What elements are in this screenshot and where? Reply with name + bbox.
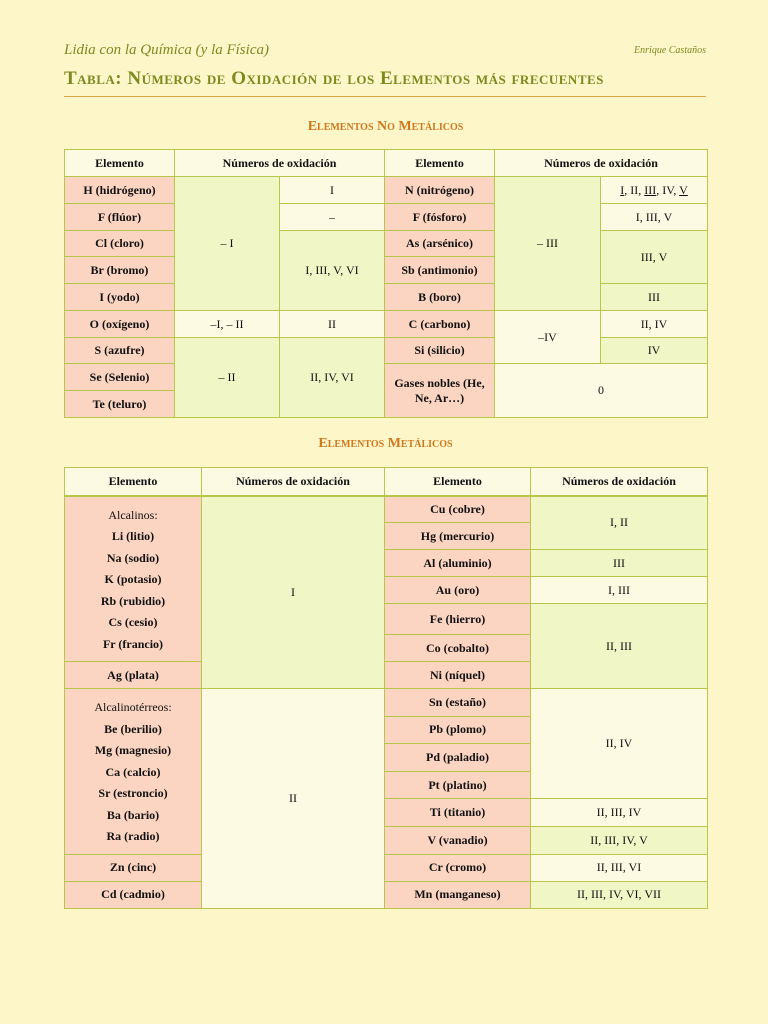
element-item: Mg (magnesio) xyxy=(94,743,172,757)
oxidation-positive-cell: IV xyxy=(601,338,708,364)
oxidation-positive-cell: I, III, V xyxy=(601,204,708,231)
oxidation-positive-cell: III, V xyxy=(601,231,708,284)
element-cell: Cl (cloro) xyxy=(65,231,175,257)
element-cell: Al (aluminio) xyxy=(385,550,531,577)
element-item: Ca (calcio) xyxy=(105,764,161,779)
group-name: Alcalinos: xyxy=(108,507,158,522)
nonmetals-table xyxy=(64,149,708,418)
oxidation-negative-cell: – III xyxy=(495,177,601,311)
element-cell: Fe (hierro) xyxy=(385,604,531,635)
element-cell: V (vanadio) xyxy=(385,826,531,854)
element-cell: Pd (paladio) xyxy=(385,744,531,772)
element-cell: Co (cobalto) xyxy=(385,635,531,662)
header-element: Elemento xyxy=(65,150,175,177)
table-row xyxy=(65,854,708,881)
oxidation-positive-cell: – xyxy=(280,204,385,231)
oxidation-value: , IV, xyxy=(656,182,680,197)
oxidation-value-cell: I xyxy=(202,496,385,689)
table-header-row xyxy=(65,468,708,496)
alkali-group-cell xyxy=(65,496,202,662)
element-cell: H (hidrógeno) xyxy=(65,177,175,204)
header-oxidation: Números de oxidación xyxy=(495,150,708,177)
oxidation-value-cell: II, III xyxy=(531,604,708,689)
element-cell: S (azufre) xyxy=(65,338,175,364)
element-cell: O (oxígeno) xyxy=(65,311,175,338)
oxidation-negative-cell: –IV xyxy=(495,311,601,364)
element-cell: I (yodo) xyxy=(65,284,175,311)
table-row xyxy=(65,338,708,364)
oxidation-value: , II, xyxy=(624,182,645,197)
oxidation-value-cell: II, III, IV, VI, VII xyxy=(531,881,708,908)
element-cell: F (flúor) xyxy=(65,204,175,231)
oxidation-positive-cell xyxy=(601,177,708,204)
metals-section-title: Elementos Metálicos xyxy=(318,436,453,451)
element-cell: Cd (cadmio) xyxy=(65,881,202,908)
oxidation-positive-cell: II xyxy=(280,311,385,338)
metals-table xyxy=(64,467,708,909)
oxidation-positive-cell: I, III, V, VI xyxy=(280,231,385,311)
oxidation-value-cell: II, IV xyxy=(531,689,708,799)
element-cell: Ag (plata) xyxy=(65,662,202,689)
element-cell: Sb (antimonio) xyxy=(385,257,495,284)
site-title: Lidia con la Química (y la Física) xyxy=(64,42,269,58)
oxidation-value-cell: 0 xyxy=(495,364,708,418)
table-row xyxy=(65,881,708,908)
element-cell: As (arsénico) xyxy=(385,231,495,257)
element-cell: Sn (estaño) xyxy=(385,689,531,717)
element-item: Be (berilio) xyxy=(104,721,162,736)
table-header-row xyxy=(65,150,708,177)
element-cell: Pt (platino) xyxy=(385,771,531,799)
element-cell: N (nitrógeno) xyxy=(385,177,495,204)
element-cell: C (carbono) xyxy=(385,311,495,338)
header-oxidation: Números de oxidación xyxy=(202,468,385,496)
element-cell: Ni (níquel) xyxy=(385,662,531,689)
element-cell: Br (bromo) xyxy=(65,257,175,284)
oxidation-value-cell: II, III, IV xyxy=(531,799,708,827)
element-cell: Pb (plomo) xyxy=(385,716,531,744)
table-row xyxy=(65,364,708,391)
element-item: Na (sodio) xyxy=(106,550,160,565)
element-cell: Cr (cromo) xyxy=(385,854,531,881)
oxidation-positive-cell: III xyxy=(601,284,708,311)
oxidation-value-cell: I, II xyxy=(531,496,708,550)
header-element: Elemento xyxy=(65,468,202,496)
element-cell: Zn (cinc) xyxy=(65,854,202,881)
oxidation-negative-cell: – I xyxy=(175,177,280,311)
header-oxidation: Números de oxidación xyxy=(175,150,385,177)
element-cell: Cu (cobre) xyxy=(385,496,531,523)
oxidation-negative-cell: – II xyxy=(175,338,280,418)
alkaline-earth-group-cell xyxy=(65,689,202,855)
oxidation-value-cell: II, III, IV, V xyxy=(531,826,708,854)
element-cell: F (fósforo) xyxy=(385,204,495,231)
page-header xyxy=(64,42,706,62)
oxidation-value-cell: II xyxy=(202,689,385,909)
header-element: Elemento xyxy=(385,150,495,177)
element-cell: Ti (titanio) xyxy=(385,799,531,827)
element-cell: B (boro) xyxy=(385,284,495,311)
oxidation-positive-cell: II, IV xyxy=(601,311,708,338)
element-cell: Se (Selenio) xyxy=(65,364,175,391)
element-cell: Au (oro) xyxy=(385,577,531,604)
element-cell: Mn (manganeso) xyxy=(385,881,531,908)
group-name: Alcalinotérreos: xyxy=(94,700,172,714)
element-cell: Te (teluro) xyxy=(65,391,175,418)
table-row xyxy=(65,204,708,231)
oxidation-value: V xyxy=(679,182,688,197)
element-item: Rb (rubidio) xyxy=(100,593,166,608)
oxidation-value: I xyxy=(620,182,625,197)
oxidation-value: III xyxy=(644,182,657,197)
oxidation-value-cell: I, III xyxy=(531,577,708,604)
element-item: Ra (radio) xyxy=(106,829,160,843)
element-cell: Gases nobles (He, Ne, Ar…) xyxy=(385,364,495,418)
table-row xyxy=(65,496,708,523)
oxidation-value-cell: III xyxy=(531,550,708,577)
table-row xyxy=(65,311,708,338)
element-cell: Si (silicio) xyxy=(385,338,495,364)
element-item: Ba (bario) xyxy=(106,807,160,822)
element-item: Li (litio) xyxy=(111,529,155,543)
nonmetals-section-title: Elementos No Metálicos xyxy=(307,119,464,134)
header-oxidation: Números de oxidación xyxy=(531,468,708,496)
element-item: Cs (cesio) xyxy=(108,615,158,629)
element-item: Sr (estroncio) xyxy=(98,786,168,800)
element-item: Fr (francio) xyxy=(102,636,164,651)
author-name: Enrique Castaños xyxy=(634,45,706,56)
oxidation-positive-cell: II, IV, VI xyxy=(280,338,385,418)
header-element: Elemento xyxy=(385,468,531,496)
table-row xyxy=(65,177,708,204)
element-item: K (potasio) xyxy=(104,572,162,586)
oxidation-positive-cell: I xyxy=(280,177,385,204)
oxidation-value-cell: II, III, VI xyxy=(531,854,708,881)
table-row xyxy=(65,231,708,257)
element-cell: Hg (mercurio) xyxy=(385,523,531,550)
table-row xyxy=(65,689,708,717)
document-title: Tabla: Números de Oxidación de los Elementos más frecuentes xyxy=(64,68,706,97)
oxidation-negative-cell: –I, – II xyxy=(175,311,280,338)
table-row xyxy=(65,284,708,311)
